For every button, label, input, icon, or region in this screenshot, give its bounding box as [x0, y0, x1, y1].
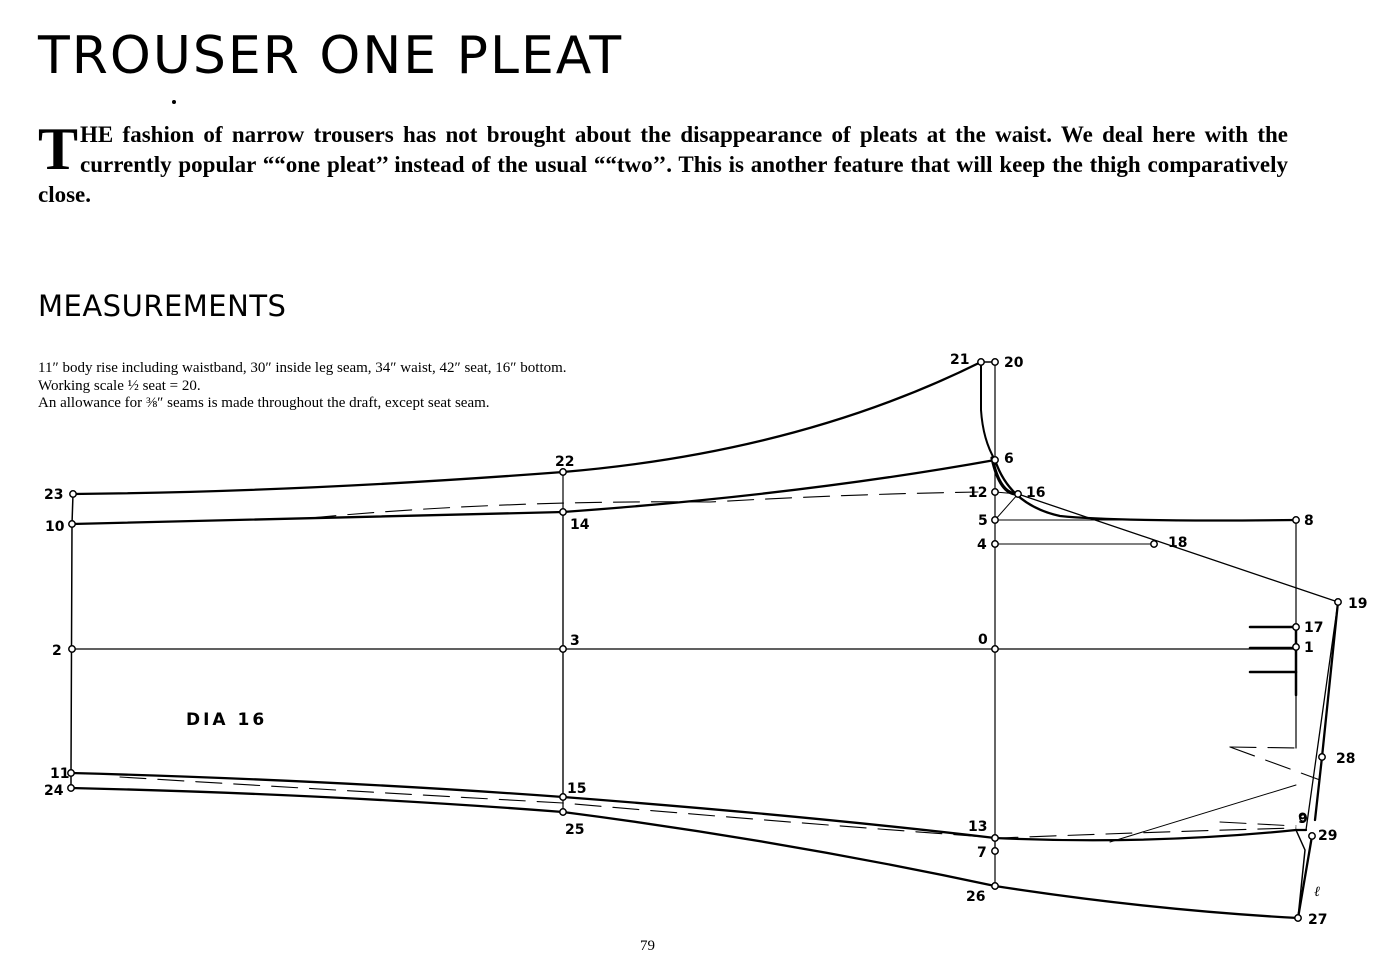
point-20-label: 20: [1004, 355, 1024, 371]
point-12-marker: [992, 489, 998, 495]
page-title: TROUSER ONE PLEAT: [38, 26, 624, 86]
point-22-label: 22: [555, 454, 575, 470]
point-0-label: 0: [978, 632, 988, 648]
point-3-label: 3: [570, 633, 580, 649]
dashed-bottom: [120, 777, 1296, 838]
point-27-marker: [1295, 915, 1301, 921]
line-21-6: [981, 362, 995, 460]
outline-waist: [73, 362, 981, 494]
line-5-16: [995, 494, 1018, 520]
line-23-10: [72, 494, 73, 524]
point-17-marker: [1293, 624, 1299, 630]
point-1-label: 1: [1304, 640, 1314, 656]
page-number: 79: [640, 938, 655, 954]
point-2-marker: [69, 646, 75, 652]
point-25-label: 25: [565, 822, 585, 838]
point-1-marker: [1293, 644, 1299, 650]
point-29-marker: [1309, 833, 1315, 839]
measurements-heading: MEASUREMENTS: [38, 289, 287, 323]
point-26-marker: [992, 883, 998, 889]
point-14-label: 14: [570, 517, 590, 533]
outline-19-inner: [1306, 602, 1338, 830]
point-10-label: 10: [45, 519, 65, 535]
point-17-label: 17: [1304, 620, 1324, 636]
point-14-marker: [560, 509, 566, 515]
point-24-label: 24: [44, 783, 64, 799]
point-21-label: 21: [950, 352, 970, 368]
point-12-label: 12: [968, 485, 988, 501]
point-23-label: 23: [44, 487, 64, 503]
point-27-label: 27: [1308, 912, 1328, 928]
drop-cap: T: [38, 116, 79, 182]
point-28-label: 28: [1336, 751, 1356, 767]
point-21-marker: [978, 359, 984, 365]
point-25-marker: [560, 809, 566, 815]
point-3-marker: [560, 646, 566, 652]
point-29-label: 29: [1318, 828, 1338, 844]
point-0-marker: [992, 646, 998, 652]
point-2-label: 2: [52, 643, 62, 659]
point-20-marker: [992, 359, 998, 365]
point-6-label: 6: [1004, 451, 1014, 467]
point-23-marker: [70, 491, 76, 497]
seam-allowance-line: An allowance for ⅜″ seams is made throughout the draft, except seat seam.: [38, 395, 490, 411]
point-18-label: 18: [1168, 535, 1188, 551]
point-16-label: 16: [1026, 485, 1046, 501]
point-8-marker: [1293, 517, 1299, 523]
point-8-label: 8: [1304, 513, 1314, 529]
point-24-marker: [68, 785, 74, 791]
point-5-label: 5: [978, 513, 988, 529]
intro-text: HE fashion of narrow trousers has not brought about the disappearance of pleats at the waist. We deal here with the currently popular ““one pleat’’ instead of the usual ““two’’. This is another feature that will keep the thigh comparatively close.: [38, 122, 1288, 207]
hand-mark: ℓ: [1314, 885, 1320, 900]
point-28-marker: [1319, 754, 1325, 760]
point-7-marker: [992, 848, 998, 854]
point-19-marker: [1335, 599, 1341, 605]
measurement-line: 11″ body rise including waistband, 30″ inside leg seam, 34″ waist, 42″ seat, 16″ bottom.: [38, 360, 567, 376]
point-19-label: 19: [1348, 596, 1368, 612]
dashed-9: [1220, 822, 1296, 826]
point-18-marker: [1151, 541, 1157, 547]
point-4-marker: [992, 541, 998, 547]
point-16-marker: [1015, 491, 1021, 497]
point-26-label: 26: [966, 889, 986, 905]
point-7-label: 7: [977, 845, 987, 861]
point-5-marker: [992, 517, 998, 523]
dashed-28a: [1230, 747, 1296, 748]
point-4-label: 4: [977, 537, 987, 553]
point-11-label: 11: [50, 766, 70, 782]
point-13-marker: [992, 835, 998, 841]
point-9-label: 9: [1298, 811, 1308, 827]
point-10-marker: [69, 521, 75, 527]
dashed-28b: [1230, 747, 1320, 780]
scale-line: Working scale ½ seat = 20.: [38, 377, 201, 394]
point-15-marker: [560, 794, 566, 800]
point-15-label: 15: [567, 781, 587, 797]
point-6-marker: [992, 457, 998, 463]
diagram-label: DIA 16: [186, 710, 268, 730]
point-13-label: 13: [968, 819, 988, 835]
